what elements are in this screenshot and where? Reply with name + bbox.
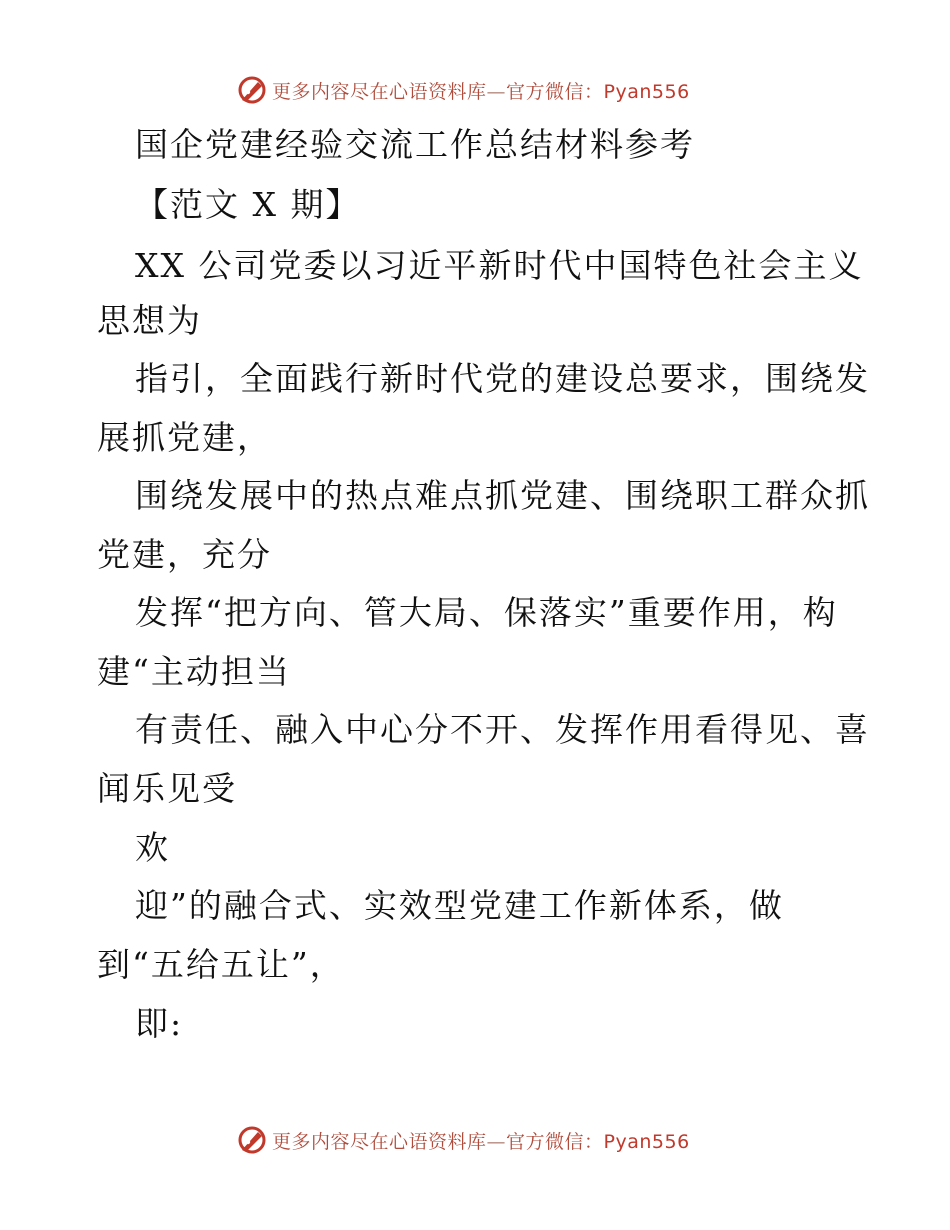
document-issue: 【范文 X 期】 bbox=[135, 185, 361, 224]
body-line: 党建，充分 bbox=[97, 535, 272, 574]
pen-logo-icon bbox=[236, 1124, 268, 1156]
body-line: 迎”的融合式、实效型党建工作新体系，做 bbox=[135, 886, 784, 925]
footer-watermark bbox=[236, 1122, 690, 1158]
watermark-text bbox=[272, 77, 690, 104]
watermark-site: 更多内容尽在心语资料库 bbox=[272, 80, 487, 103]
body-line: 展抓党建， bbox=[97, 418, 272, 457]
body-line: 指引，全面践行新时代党的建设总要求，围绕发 bbox=[135, 359, 870, 398]
body-line: 闻乐见受 bbox=[97, 769, 237, 808]
watermark-wechat-id: Pyan556 bbox=[603, 80, 690, 103]
watermark-separator: — bbox=[486, 1130, 507, 1153]
watermark-separator: — bbox=[486, 80, 507, 103]
body-line: 发挥“把方向、管大局、保落实”重要作用，构 bbox=[135, 593, 838, 632]
watermark-wechat-label: 官方微信： bbox=[506, 1130, 604, 1153]
watermark-wechat-label: 官方微信： bbox=[506, 80, 604, 103]
body-line: 建“主动担当 bbox=[97, 652, 291, 691]
body-line: 思想为 bbox=[97, 301, 202, 340]
document-title: 国企党建经验交流工作总结材料参考 bbox=[135, 125, 695, 164]
watermark-text bbox=[272, 1127, 690, 1154]
body-line: 围绕发展中的热点难点抓党建、围绕职工群众抓 bbox=[135, 476, 870, 515]
header-watermark bbox=[236, 72, 690, 108]
body-line: 到“五给五让”， bbox=[97, 945, 345, 984]
body-line: XX 公司党委以习近平新时代中国特色社会主义 bbox=[135, 246, 864, 285]
watermark-wechat-id: Pyan556 bbox=[603, 1130, 690, 1153]
body-line: 欢 bbox=[135, 828, 170, 867]
watermark-site: 更多内容尽在心语资料库 bbox=[272, 1130, 487, 1153]
body-line: 有责任、融入中心分不开、发挥作用看得见、喜 bbox=[135, 710, 870, 749]
body-line: 即: bbox=[135, 1004, 184, 1043]
pen-logo-icon bbox=[236, 74, 268, 106]
